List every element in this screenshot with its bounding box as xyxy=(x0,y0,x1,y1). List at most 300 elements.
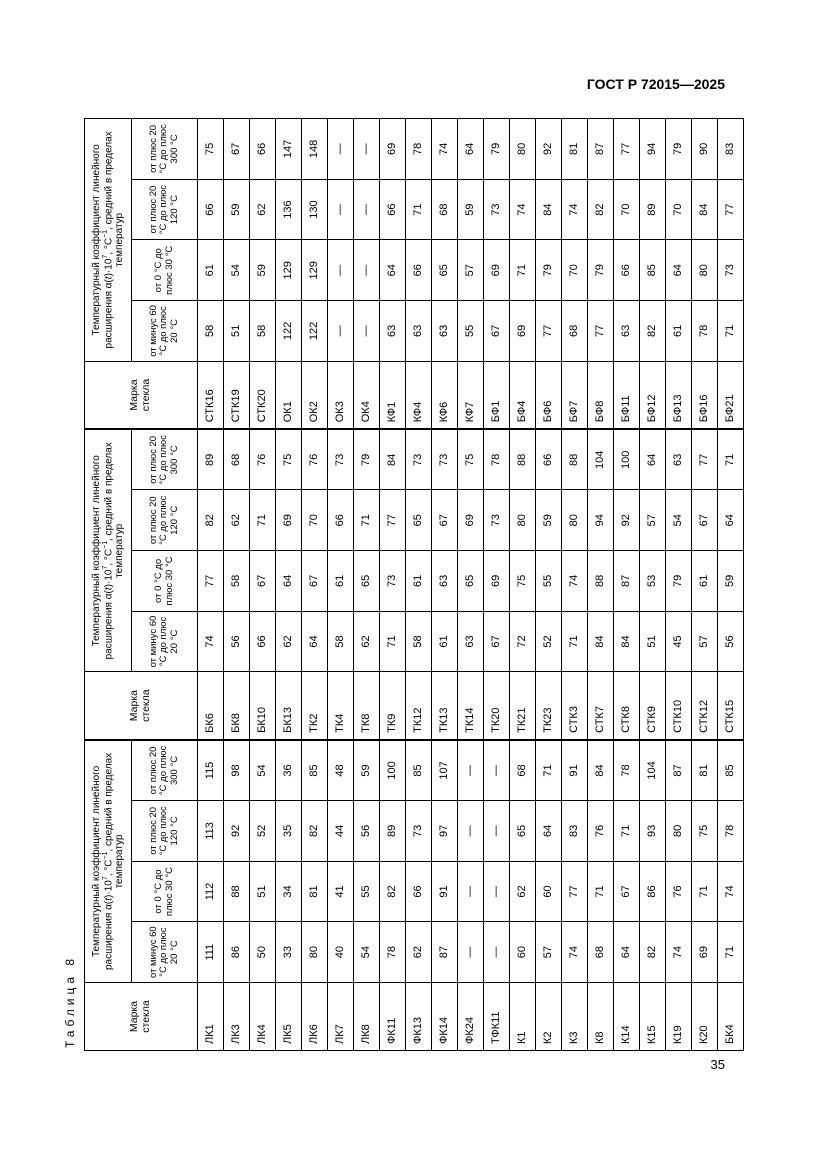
coefficient-cell: 73 xyxy=(406,429,432,490)
coefficient-cell: 75 xyxy=(458,429,484,490)
coefficient-cell: 48 xyxy=(328,740,354,801)
coefficient-cell: 64 xyxy=(458,119,484,180)
coefficient-cell: 71 xyxy=(250,490,276,551)
coefficient-cell: 94 xyxy=(640,119,666,180)
coefficient-cell: 64 xyxy=(718,490,744,551)
coefficient-cell: 71 xyxy=(718,429,744,490)
coefficient-cell: 52 xyxy=(536,611,562,672)
coefficient-cell: 78 xyxy=(718,801,744,862)
coefficient-cell: 89 xyxy=(640,179,666,240)
glass-brand-cell: СТК7 xyxy=(588,672,614,740)
coefficient-cell: 71 xyxy=(354,490,380,551)
glass-brand-cell: ЛК3 xyxy=(224,983,250,1051)
coefficient-cell: 63 xyxy=(458,611,484,672)
coefficient-cell: 80 xyxy=(510,119,536,180)
coefficient-cell: 59 xyxy=(718,551,744,612)
group-header-b: Температурный коэффициент линейного расширения $\alpha(t)\cdot 10^7$, $^\circ С^{-1}$, средний в пределах температур xyxy=(85,429,132,672)
coefficient-cell: 70 xyxy=(666,179,692,240)
coefficient-cell: 71 xyxy=(510,240,536,301)
coefficient-cell: 82 xyxy=(302,801,328,862)
coefficient-cell: — xyxy=(354,301,380,362)
coefficient-cell: 80 xyxy=(666,801,692,862)
coefficient-cell: 60 xyxy=(510,922,536,983)
coefficient-cell: 67 xyxy=(224,119,250,180)
coefficient-cell: 148 xyxy=(302,119,328,180)
coefficient-cell: 84 xyxy=(614,611,640,672)
coefficient-cell: 73 xyxy=(484,490,510,551)
coefficient-cell: 72 xyxy=(510,611,536,672)
coefficient-cell: 71 xyxy=(588,861,614,922)
glass-brand-cell: КФ7 xyxy=(458,361,484,429)
temp-range-header: от минус 60 °С до плюс 20 °С xyxy=(132,301,198,362)
coefficient-cell: 100 xyxy=(614,429,640,490)
table-row xyxy=(510,119,536,1051)
glass-brand-cell: БФ1 xyxy=(484,361,510,429)
glass-brand-cell: БК6 xyxy=(198,672,224,740)
table-row xyxy=(406,119,432,1051)
coefficient-cell: 75 xyxy=(510,551,536,612)
coefficient-cell: 77 xyxy=(718,179,744,240)
glass-brand-cell: СТК8 xyxy=(614,672,640,740)
coefficient-cell: 69 xyxy=(484,551,510,612)
coefficient-cell: 53 xyxy=(640,551,666,612)
glass-brand-cell: К2 xyxy=(536,983,562,1051)
coefficient-cell: 87 xyxy=(432,922,458,983)
table-row xyxy=(666,119,692,1051)
glass-brand-cell: ТК13 xyxy=(432,672,458,740)
glass-brand-cell: БФ4 xyxy=(510,361,536,429)
col-header-brand: Марка стекла xyxy=(85,672,198,740)
temp-range-header: от плюс 20 °С до плюс 120 °С xyxy=(132,179,198,240)
glass-brand-cell: ЛК7 xyxy=(328,983,354,1051)
glass-brand-cell: БФ13 xyxy=(666,361,692,429)
coefficient-cell: 88 xyxy=(562,429,588,490)
coefficient-cell: 107 xyxy=(432,740,458,801)
coefficient-cell: 59 xyxy=(458,179,484,240)
coefficient-cell: 54 xyxy=(666,490,692,551)
coefficient-cell: — xyxy=(328,240,354,301)
table-row xyxy=(718,119,744,1051)
coefficient-cell: 67 xyxy=(692,490,718,551)
coefficient-cell: 81 xyxy=(692,740,718,801)
col-header-brand: Марка стекла xyxy=(85,361,198,429)
coefficient-cell: 66 xyxy=(406,861,432,922)
coefficient-cell: 57 xyxy=(458,240,484,301)
coefficient-cell: 68 xyxy=(588,922,614,983)
glass-brand-cell: ОК1 xyxy=(276,361,302,429)
coefficient-cell: 70 xyxy=(562,240,588,301)
coefficient-cell: — xyxy=(484,922,510,983)
coefficient-cell: 115 xyxy=(198,740,224,801)
coefficient-cell: 54 xyxy=(354,922,380,983)
coefficient-cell: 73 xyxy=(380,551,406,612)
coefficient-cell: 63 xyxy=(406,301,432,362)
coefficient-cell: 65 xyxy=(510,801,536,862)
coefficient-cell: 69 xyxy=(276,490,302,551)
thermal-expansion-table xyxy=(84,118,744,1051)
coefficient-cell: 77 xyxy=(198,551,224,612)
coefficient-cell: 56 xyxy=(718,611,744,672)
table-row xyxy=(536,119,562,1051)
coefficient-cell: 64 xyxy=(614,922,640,983)
coefficient-cell: 79 xyxy=(666,119,692,180)
glass-brand-cell: К8 xyxy=(588,983,614,1051)
glass-brand-cell: ТК21 xyxy=(510,672,536,740)
table-row xyxy=(354,119,380,1051)
temp-range-header: от плюс 20 °С до плюс 120 °С xyxy=(132,490,198,551)
coefficient-cell: 86 xyxy=(640,861,666,922)
coefficient-cell: 80 xyxy=(510,490,536,551)
coefficient-cell: 62 xyxy=(276,611,302,672)
glass-brand-cell: ТК20 xyxy=(484,672,510,740)
coefficient-cell: 73 xyxy=(406,801,432,862)
coefficient-cell: 68 xyxy=(432,179,458,240)
table-row xyxy=(640,119,666,1051)
coefficient-cell: — xyxy=(354,179,380,240)
glass-brand-cell: СТК16 xyxy=(198,361,224,429)
coefficient-cell: 59 xyxy=(250,240,276,301)
coefficient-cell: 81 xyxy=(302,861,328,922)
glass-brand-cell: ТК4 xyxy=(328,672,354,740)
coefficient-cell: 61 xyxy=(432,611,458,672)
temp-range-header: от минус 60 °С до плюс 20 °С xyxy=(132,922,198,983)
glass-brand-cell: ЛК8 xyxy=(354,983,380,1051)
coefficient-cell: 35 xyxy=(276,801,302,862)
coefficient-cell: 64 xyxy=(302,611,328,672)
coefficient-cell: 130 xyxy=(302,179,328,240)
coefficient-cell: 52 xyxy=(250,801,276,862)
coefficient-cell: 51 xyxy=(224,301,250,362)
coefficient-cell: 122 xyxy=(302,301,328,362)
coefficient-cell: 57 xyxy=(640,490,666,551)
glass-brand-cell: КФ6 xyxy=(432,361,458,429)
glass-brand-cell: КФ4 xyxy=(406,361,432,429)
glass-brand-cell: БК8 xyxy=(224,672,250,740)
coefficient-cell: 59 xyxy=(224,179,250,240)
coefficient-cell: 61 xyxy=(328,551,354,612)
coefficient-cell: 136 xyxy=(276,179,302,240)
coefficient-cell: 55 xyxy=(458,301,484,362)
coefficient-cell: 104 xyxy=(640,740,666,801)
coefficient-cell: 63 xyxy=(432,551,458,612)
coefficient-cell: — xyxy=(458,801,484,862)
coefficient-cell: 74 xyxy=(432,119,458,180)
coefficient-cell: 66 xyxy=(250,119,276,180)
coefficient-cell: 77 xyxy=(536,301,562,362)
coefficient-cell: — xyxy=(484,861,510,922)
coefficient-cell: 91 xyxy=(432,861,458,922)
coefficient-cell: 70 xyxy=(302,490,328,551)
coefficient-cell: 83 xyxy=(562,801,588,862)
coefficient-cell: 45 xyxy=(666,611,692,672)
glass-brand-cell: ТК14 xyxy=(458,672,484,740)
glass-brand-cell: БФ6 xyxy=(536,361,562,429)
coefficient-cell: 73 xyxy=(718,240,744,301)
coefficient-cell: 100 xyxy=(380,740,406,801)
coefficient-cell: 55 xyxy=(354,861,380,922)
coefficient-cell: 84 xyxy=(692,179,718,240)
coefficient-cell: 62 xyxy=(224,490,250,551)
coefficient-cell: 79 xyxy=(666,551,692,612)
table-row xyxy=(276,119,302,1051)
coefficient-cell: 58 xyxy=(406,611,432,672)
glass-brand-cell: БФ8 xyxy=(588,361,614,429)
coefficient-cell: 84 xyxy=(588,740,614,801)
coefficient-cell: 75 xyxy=(692,801,718,862)
glass-brand-cell: СТК15 xyxy=(718,672,744,740)
glass-brand-cell: ТФК11 xyxy=(484,983,510,1051)
coefficient-cell: 83 xyxy=(718,119,744,180)
coefficient-cell: 41 xyxy=(328,861,354,922)
coefficient-cell: 87 xyxy=(588,119,614,180)
glass-brand-cell: ТК2 xyxy=(302,672,328,740)
coefficient-cell: 62 xyxy=(406,922,432,983)
glass-brand-cell: ЛК4 xyxy=(250,983,276,1051)
table-row xyxy=(302,119,328,1051)
page-number: 35 xyxy=(710,1057,725,1072)
coefficient-cell: 87 xyxy=(666,740,692,801)
coefficient-cell: 73 xyxy=(328,429,354,490)
glass-brand-cell: ОК2 xyxy=(302,361,328,429)
coefficient-cell: 76 xyxy=(302,429,328,490)
table-row xyxy=(198,119,224,1051)
glass-brand-cell: К1 xyxy=(510,983,536,1051)
coefficient-cell: 78 xyxy=(380,922,406,983)
coefficient-cell: 90 xyxy=(692,119,718,180)
table-row xyxy=(692,119,718,1051)
coefficient-cell: — xyxy=(458,861,484,922)
glass-brand-cell: БФ11 xyxy=(614,361,640,429)
coefficient-cell: 69 xyxy=(484,240,510,301)
coefficient-cell: — xyxy=(328,179,354,240)
coefficient-cell: 78 xyxy=(614,740,640,801)
coefficient-cell: 88 xyxy=(510,429,536,490)
temp-range-header: от 0 °С до плюс 30 °С xyxy=(132,861,198,922)
glass-brand-cell: БФ12 xyxy=(640,361,666,429)
coefficient-cell: 129 xyxy=(302,240,328,301)
coefficient-cell: 69 xyxy=(510,301,536,362)
coefficient-cell: 59 xyxy=(536,490,562,551)
glass-brand-cell: БК10 xyxy=(250,672,276,740)
coefficient-cell: 58 xyxy=(198,301,224,362)
coefficient-cell: 74 xyxy=(562,551,588,612)
temp-range-header: от 0 °С до плюс 30 °С xyxy=(132,240,198,301)
temp-range-header: от плюс 20 °С до плюс 300 °С xyxy=(132,740,198,801)
coefficient-cell: 64 xyxy=(276,551,302,612)
glass-brand-cell: БФ21 xyxy=(718,361,744,429)
glass-brand-cell: СТК9 xyxy=(640,672,666,740)
glass-brand-cell: БФ7 xyxy=(562,361,588,429)
coefficient-cell: 71 xyxy=(614,801,640,862)
coefficient-cell: 74 xyxy=(562,179,588,240)
coefficient-cell: 66 xyxy=(614,240,640,301)
glass-brand-cell: БК4 xyxy=(718,983,744,1051)
coefficient-cell: 71 xyxy=(562,611,588,672)
glass-brand-cell: ОК3 xyxy=(328,361,354,429)
coefficient-cell: 85 xyxy=(302,740,328,801)
coefficient-cell: 57 xyxy=(692,611,718,672)
glass-brand-cell: БК13 xyxy=(276,672,302,740)
coefficient-cell: — xyxy=(354,119,380,180)
glass-brand-cell: СТК19 xyxy=(224,361,250,429)
temp-range-header: от минус 60 °С до плюс 20 °С xyxy=(132,611,198,672)
glass-brand-cell: К3 xyxy=(562,983,588,1051)
table-row xyxy=(250,119,276,1051)
coefficient-cell: 76 xyxy=(588,801,614,862)
coefficient-cell: 87 xyxy=(614,551,640,612)
coefficient-cell: 75 xyxy=(198,119,224,180)
coefficient-cell: — xyxy=(328,301,354,362)
table-row xyxy=(458,119,484,1051)
coefficient-cell: 78 xyxy=(692,301,718,362)
coefficient-cell: 78 xyxy=(484,429,510,490)
temp-range-header: от плюс 20 °С до плюс 120 °С xyxy=(132,801,198,862)
coefficient-cell: 97 xyxy=(432,801,458,862)
coefficient-cell: 89 xyxy=(198,429,224,490)
glass-brand-cell: К19 xyxy=(666,983,692,1051)
coefficient-cell: 79 xyxy=(484,119,510,180)
coefficient-cell: 91 xyxy=(562,740,588,801)
glass-brand-cell: ЛК1 xyxy=(198,983,224,1051)
coefficient-cell: 80 xyxy=(302,922,328,983)
glass-brand-cell: СТК3 xyxy=(562,672,588,740)
coefficient-cell: — xyxy=(328,119,354,180)
coefficient-cell: 71 xyxy=(406,179,432,240)
coefficient-cell: 79 xyxy=(354,429,380,490)
glass-brand-cell: ОК4 xyxy=(354,361,380,429)
coefficient-cell: — xyxy=(484,740,510,801)
coefficient-cell: 92 xyxy=(224,801,250,862)
coefficient-cell: 63 xyxy=(666,429,692,490)
coefficient-cell: 66 xyxy=(536,429,562,490)
coefficient-cell: 61 xyxy=(666,301,692,362)
coefficient-cell: 77 xyxy=(380,490,406,551)
coefficient-cell: 57 xyxy=(536,922,562,983)
coefficient-cell: 67 xyxy=(484,611,510,672)
coefficient-cell: 77 xyxy=(692,429,718,490)
coefficient-cell: 70 xyxy=(614,179,640,240)
temp-range-header: от плюс 20 °С до плюс 300 °С xyxy=(132,429,198,490)
coefficient-cell: 73 xyxy=(484,179,510,240)
col-header-brand: Марка стекла xyxy=(85,983,198,1051)
coefficient-cell: 82 xyxy=(588,179,614,240)
glass-brand-cell: ТК9 xyxy=(380,672,406,740)
coefficient-cell: 104 xyxy=(588,429,614,490)
glass-brand-cell: ЛК6 xyxy=(302,983,328,1051)
glass-brand-cell: ФК14 xyxy=(432,983,458,1051)
coefficient-cell: 84 xyxy=(588,611,614,672)
coefficient-cell: 71 xyxy=(692,861,718,922)
glass-brand-cell: К14 xyxy=(614,983,640,1051)
table-row xyxy=(328,119,354,1051)
coefficient-cell: 63 xyxy=(380,301,406,362)
coefficient-cell: 74 xyxy=(562,922,588,983)
coefficient-cell: 122 xyxy=(276,301,302,362)
coefficient-cell: 74 xyxy=(510,179,536,240)
coefficient-cell: 54 xyxy=(250,740,276,801)
table-row xyxy=(224,119,250,1051)
table-row xyxy=(562,119,588,1051)
coefficient-cell: 34 xyxy=(276,861,302,922)
coefficient-cell: 67 xyxy=(302,551,328,612)
coefficient-cell: — xyxy=(354,240,380,301)
coefficient-cell: 55 xyxy=(536,551,562,612)
coefficient-cell: 58 xyxy=(328,611,354,672)
coefficient-cell: 89 xyxy=(380,801,406,862)
coefficient-cell: 67 xyxy=(484,301,510,362)
rotated-table-container xyxy=(84,118,737,1051)
coefficient-cell: 61 xyxy=(406,551,432,612)
coefficient-cell: 82 xyxy=(198,490,224,551)
coefficient-cell: 36 xyxy=(276,740,302,801)
glass-brand-cell: СТК10 xyxy=(666,672,692,740)
coefficient-cell: 68 xyxy=(562,301,588,362)
coefficient-cell: 56 xyxy=(224,611,250,672)
temp-range-header: от 0 °С до плюс 30 °С xyxy=(132,551,198,612)
coefficient-cell: 71 xyxy=(380,611,406,672)
coefficient-cell: 66 xyxy=(198,179,224,240)
coefficient-cell: 98 xyxy=(224,740,250,801)
coefficient-cell: 67 xyxy=(432,490,458,551)
glass-brand-cell: К20 xyxy=(692,983,718,1051)
table-row xyxy=(484,119,510,1051)
coefficient-cell: 64 xyxy=(536,801,562,862)
coefficient-cell: 69 xyxy=(458,490,484,551)
coefficient-cell: 59 xyxy=(354,740,380,801)
glass-brand-cell: ФК11 xyxy=(380,983,406,1051)
coefficient-cell: 33 xyxy=(276,922,302,983)
coefficient-cell: 88 xyxy=(588,551,614,612)
glass-brand-cell: КФ1 xyxy=(380,361,406,429)
coefficient-cell: — xyxy=(458,740,484,801)
glass-brand-cell: СТК12 xyxy=(692,672,718,740)
temp-range-header: от плюс 20 °С до плюс 300 °С xyxy=(132,119,198,180)
coefficient-cell: 82 xyxy=(640,301,666,362)
glass-brand-cell: ЛК5 xyxy=(276,983,302,1051)
group-header-a: Температурный коэффициент линейного расширения $\alpha(t)\cdot 10^7$, $^\circ С^{-1}$, средний в пределах температур xyxy=(85,740,132,983)
coefficient-cell: 82 xyxy=(380,861,406,922)
table-row xyxy=(614,119,640,1051)
coefficient-cell: 66 xyxy=(406,240,432,301)
coefficient-cell: 71 xyxy=(536,740,562,801)
coefficient-cell: 86 xyxy=(224,922,250,983)
coefficient-cell: 81 xyxy=(562,119,588,180)
glass-brand-cell: ТК12 xyxy=(406,672,432,740)
coefficient-cell: 56 xyxy=(354,801,380,862)
glass-brand-cell: СТК20 xyxy=(250,361,276,429)
coefficient-cell: 71 xyxy=(718,301,744,362)
coefficient-cell: 75 xyxy=(276,429,302,490)
coefficient-cell: 68 xyxy=(510,740,536,801)
coefficient-cell: 63 xyxy=(614,301,640,362)
coefficient-cell: 76 xyxy=(250,429,276,490)
glass-brand-cell: ФК24 xyxy=(458,983,484,1051)
coefficient-cell: 66 xyxy=(250,611,276,672)
coefficient-cell: — xyxy=(458,922,484,983)
coefficient-cell: 60 xyxy=(536,861,562,922)
coefficient-cell: 58 xyxy=(250,301,276,362)
coefficient-cell: 66 xyxy=(328,490,354,551)
coefficient-cell: 65 xyxy=(406,490,432,551)
coefficient-cell: 80 xyxy=(562,490,588,551)
coefficient-cell: 79 xyxy=(536,240,562,301)
coefficient-cell: 85 xyxy=(406,740,432,801)
coefficient-cell: 66 xyxy=(380,179,406,240)
coefficient-cell: 62 xyxy=(510,861,536,922)
coefficient-cell: 88 xyxy=(224,861,250,922)
coefficient-cell: 51 xyxy=(250,861,276,922)
coefficient-cell: 63 xyxy=(432,301,458,362)
